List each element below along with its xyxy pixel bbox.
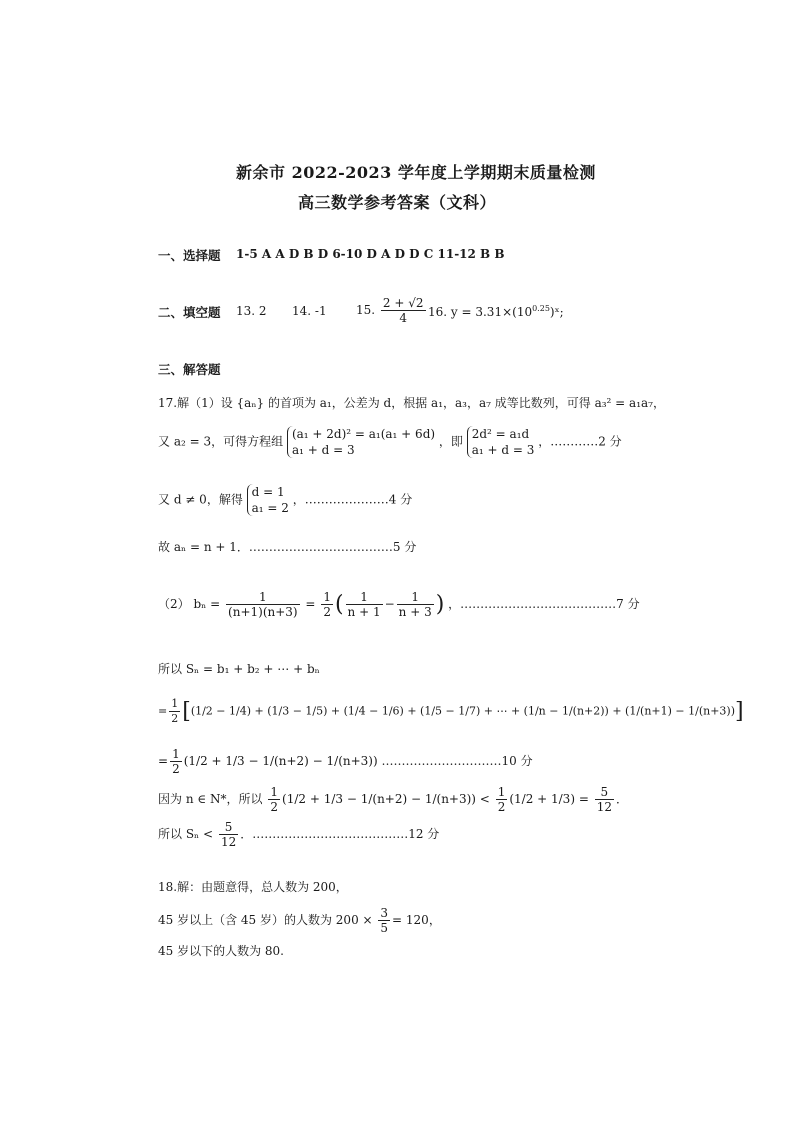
term-1-denominator: n + 1 <box>347 605 381 619</box>
telescoping-terms: (1/2 − 1/4) + (1/3 − 1/5) + (1/4 − 1/6) + (1/5 − 1/7) + ⋯ + (1/n − 1/(n+2)) + (1/(n+1) − 1/(n+3)) <box>190 704 736 718</box>
q18-line1: 18.解：由题意得，总人数为 200， <box>158 880 348 894</box>
inequality-rhs: (1/2 + 1/3) = <box>509 792 589 806</box>
three-fifths-num: 3 <box>380 906 389 920</box>
q17-part2: （2） bₙ = $\frac{1}{(n+1)(n+3)}$ = $\frac{1}{2}$ ( $\frac{1}{n + 1}$ − $\frac{1}{n + 3}$ ) ，…………………………………7 分 <box>158 590 640 619</box>
half-den-4: 2 <box>270 800 279 814</box>
conclusion-num: 5 <box>219 820 238 835</box>
q17-line3 <box>158 484 412 516</box>
half-num-3: 1 <box>172 747 180 761</box>
half-den-5: 2 <box>497 800 506 814</box>
document-title: 新余市 2022-2023 学年度上学期期末质量检测 <box>236 163 596 182</box>
system1-eq1: (a₁ + 2d)² = a₁(a₁ + 6d) <box>291 427 436 441</box>
q17-line2 <box>158 426 622 458</box>
system2-eq1: 2d² = a₁d <box>471 427 530 441</box>
system3-eq1: d = 1 <box>251 485 285 499</box>
q17-line4: 故 aₙ = n + 1．………………………………5 分 <box>158 540 417 554</box>
three-fifths-den: 5 <box>380 921 389 935</box>
system2-eq2: a₁ + d = 3 <box>471 443 535 457</box>
term-1 <box>346 590 383 619</box>
term-2-numerator: 1 <box>397 590 434 605</box>
q18-line2-prefix: 45 岁以上（含 45 岁）的人数为 200 × <box>158 913 373 927</box>
section-fill-label: 二、填空题 <box>158 305 221 320</box>
q18-line2 <box>158 906 441 935</box>
answer-15-label: 15. <box>356 303 376 317</box>
half-denominator: 2 <box>323 605 331 619</box>
term-1-numerator: 1 <box>346 590 383 605</box>
three-fifths <box>378 906 390 935</box>
q17-line3-prefix: 又 d ≠ 0，解得 <box>158 492 243 507</box>
choice-answers: 1-5 A A D B D 6-10 D A D D C 11-12 B B <box>236 247 505 261</box>
q17-line1: 17.解（1）设 {aₙ} 的首项为 a₁，公差为 d，根据 a₁，a₃，a₇ 成等比数列，可得 a₃² = a₁a₇， <box>158 396 665 410</box>
document-subtitle: 高三数学参考答案（文科） <box>298 193 497 212</box>
answer-15-fraction <box>381 296 426 325</box>
inequality-lhs: (1/2 + 1/3 − 1/(n+2) − 1/(n+3)) < <box>282 792 490 806</box>
system1-eq2: a₁ + d = 3 <box>291 443 355 457</box>
q17-score-12: ．…………………………………12 分 <box>240 827 440 841</box>
conclusion-fraction <box>219 820 238 849</box>
half-fraction-5 <box>496 785 508 814</box>
equation-system-2 <box>467 426 535 458</box>
conclusion-den: 12 <box>220 835 237 849</box>
answer-16-tail: )ˣ; <box>549 305 564 319</box>
equals-sign: = <box>305 597 316 611</box>
half-den-3: 2 <box>172 762 180 776</box>
q17-score-4: ，…………………4 分 <box>292 492 413 507</box>
five-twelfths-num: 5 <box>595 785 614 800</box>
q17-score-2: ，…………2 分 <box>538 434 622 449</box>
bn-numerator: 1 <box>226 590 300 605</box>
q18-line2-result: = 120， <box>392 913 441 927</box>
q17-score-7: ，…………………………………7 分 <box>448 597 640 611</box>
answer-16-base: 16. y = 3.31×(10 <box>428 305 533 319</box>
answer-15-numerator: 2 + √2 <box>382 296 424 310</box>
answer-13: 13. 2 <box>236 304 267 318</box>
answer-15 <box>356 296 428 325</box>
bn-denominator: (n+1)(n+3) <box>228 605 298 619</box>
half-den-2: 2 <box>171 712 179 725</box>
term-2-denominator: n + 3 <box>398 605 432 619</box>
half-fraction-3 <box>170 747 182 776</box>
q17-conclusion <box>158 820 439 849</box>
half-num-2: 1 <box>171 697 179 710</box>
half-numerator: 1 <box>323 590 331 604</box>
q17-line2-prefix: 又 a₂ = 3，可得方程组 <box>158 434 284 449</box>
q17-line2-mid: ，即 <box>438 434 463 449</box>
five-twelfths-den: 12 <box>596 800 612 814</box>
q17-score-10: …………………………10 分 <box>381 754 533 768</box>
answer-16 <box>428 304 564 319</box>
half-fraction-4 <box>268 785 280 814</box>
section-solution-label: 三、解答题 <box>158 362 221 377</box>
q17-inequality <box>158 785 628 814</box>
half-fraction <box>321 590 333 619</box>
five-twelfths <box>595 785 614 814</box>
equation-system-1 <box>287 426 435 458</box>
half-fraction-2 <box>169 697 180 726</box>
bn-fraction <box>226 590 300 619</box>
inequality-prefix: 因为 n ∈ N*，所以 <box>158 792 263 806</box>
section-choice-label: 一、选择题 <box>158 248 221 263</box>
q18-line3: 45 岁以下的人数为 80. <box>158 944 284 958</box>
half-num-5: 1 <box>497 785 506 799</box>
system3-eq2: a₁ = 2 <box>251 501 289 515</box>
simplified-terms: (1/2 + 1/3 − 1/(n+2) − 1/(n+3)) <box>183 754 378 768</box>
conclusion-prefix: 所以 Sₙ < <box>158 827 214 841</box>
answer-16-exponent: 0.25 <box>532 304 550 313</box>
answer-14: 14. -1 <box>292 304 327 318</box>
q17-sum-def: 所以 Sₙ = b₁ + b₂ + ⋯ + bₙ <box>158 662 320 676</box>
term-2 <box>397 590 434 619</box>
q17-sum-simplify: = $\frac{1}{2}$ (1/2 + 1/3 − 1/(n+2) − 1/(n+3)) …………………………10 分 <box>158 747 533 776</box>
q17-part2-prefix: （2） bₙ = <box>158 597 221 611</box>
equation-system-3 <box>247 484 289 516</box>
q17-sum-expand: = $\frac{1}{2}$ [(1/2 − 1/4) + (1/3 − 1/5) + (1/4 − 1/6) + (1/5 − 1/7) + ⋯ + (1/n − 1/(n+2)) + (1/(n+1) − 1/(n+3))] <box>158 697 744 725</box>
answer-15-denominator: 4 <box>399 311 408 325</box>
half-num-4: 1 <box>270 785 279 799</box>
inequality-end: ． <box>615 792 628 806</box>
